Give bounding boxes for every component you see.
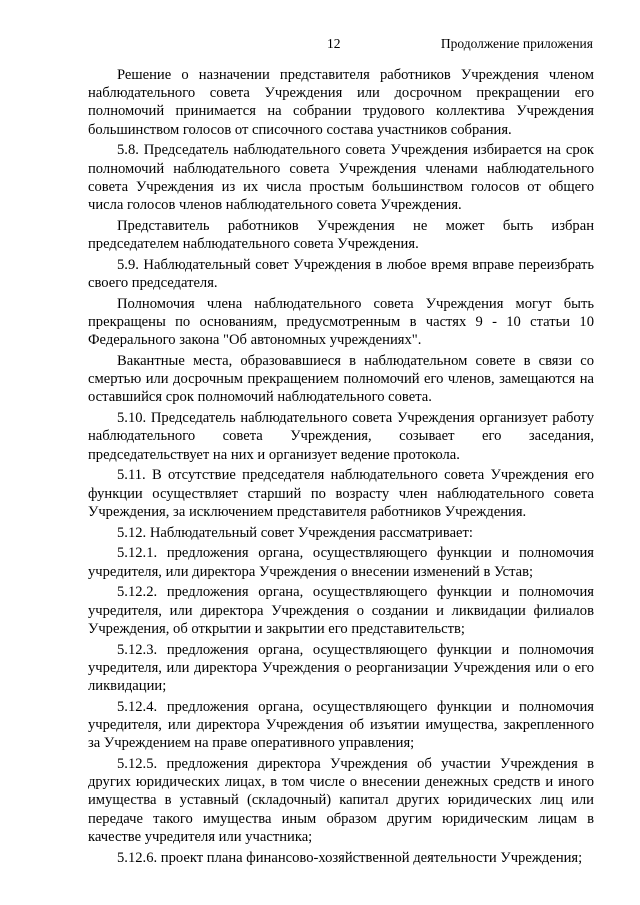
paragraph-representative-decision: Решение о назначении представителя работников Учреждения членом наблюдательного совета Учреждения или досрочном прекращении его полномочий принимается на собрании трудового коллектива Учреждения большинством голосов от списочного состава участников собрания. <box>88 67 594 138</box>
page-header <box>0 36 640 56</box>
paragraph-5-12-6: 5.12.6. проект плана финансово-хозяйственной деятельности Учреждения; <box>117 849 583 866</box>
paragraph-5-11: 5.11. В отсутствие председателя наблюдательного совета Учреждения его функции осуществляет старший по возрасту член наблюдательного совета Учреждения, за исключением представителя работников Учреждения. <box>88 467 594 520</box>
running-title: Продолжение приложения <box>440 36 593 51</box>
paragraph-member-termination: Полномочия члена наблюдательного совета Учреждения могут быть прекращены по основаниям, предусмотренным в частях 9 - 10 статьи 10 Федерального закона "Об автономных учреждениях". <box>88 295 594 349</box>
paragraph-5-10: 5.10. Председатель наблюдательного совета Учреждения организует работу наблюдательного совета Учреждения, созывает его заседания, председательствует на них и организует ведение протокола. <box>88 410 594 463</box>
paragraph-5-8: 5.8. Председатель наблюдательного совета Учреждения избирается на срок полномочий наблюдательного совета Учреждения членами наблюдательного совета Учреждения из их числа простым большинством голосов от общего числа голосов членов наблюдательного совета Учреждения. <box>88 142 594 214</box>
paragraph-representative-not-chair: Представитель работников Учреждения не может быть избран председателем наблюдательного совета Учреждения. <box>88 217 594 253</box>
paragraph-vacancies: Вакантные места, образовавшиеся в наблюдательном совете в связи со смертью или досрочным прекращением полномочий его членов, замещаются на оставшийся срок полномочий наблюдательного совета. <box>88 353 594 406</box>
paragraph-5-12-5: 5.12.5. предложения директора Учреждения об участии Учреждения в других юридических лицах, в том числе о внесении денежных средств и иного имущества в уставный (складочный) капитал других юридических лиц или передаче такого имущества иным образом другим юридическим лицам в качестве учредителя или участника; <box>88 756 594 845</box>
paragraph-5-12-4: 5.12.4. предложения органа, осуществляющего функции и полномочия учредителя, или директора Учреждения об изъятии имущества, закрепленного за Учреждением на праве оперативного управления; <box>88 698 594 752</box>
document-body <box>88 66 594 869</box>
page-number: 12 <box>327 36 341 51</box>
paragraph-5-12-1: 5.12.1. предложения органа, осуществляющего функции и полномочия учредителя, или директора Учреждения о внесении изменений в Устав; <box>88 545 594 580</box>
paragraph-5-12-2: 5.12.2. предложения органа, осуществляющего функции и полномочия учредителя, или директора Учреждения о создании и ликвидации филиалов Учреждения, об открытии и закрытии его представительств; <box>88 584 594 637</box>
paragraph-5-12: 5.12. Наблюдательный совет Учреждения рассматривает: <box>117 524 473 541</box>
paragraph-5-12-3: 5.12.3. предложения органа, осуществляющего функции и полномочия учредителя, или директора Учреждения о реорганизации Учреждения или о его ликвидации; <box>88 641 594 695</box>
paragraph-5-9: 5.9. Наблюдательный совет Учреждения в любое время вправе переизбрать своего председателя. <box>88 256 594 292</box>
